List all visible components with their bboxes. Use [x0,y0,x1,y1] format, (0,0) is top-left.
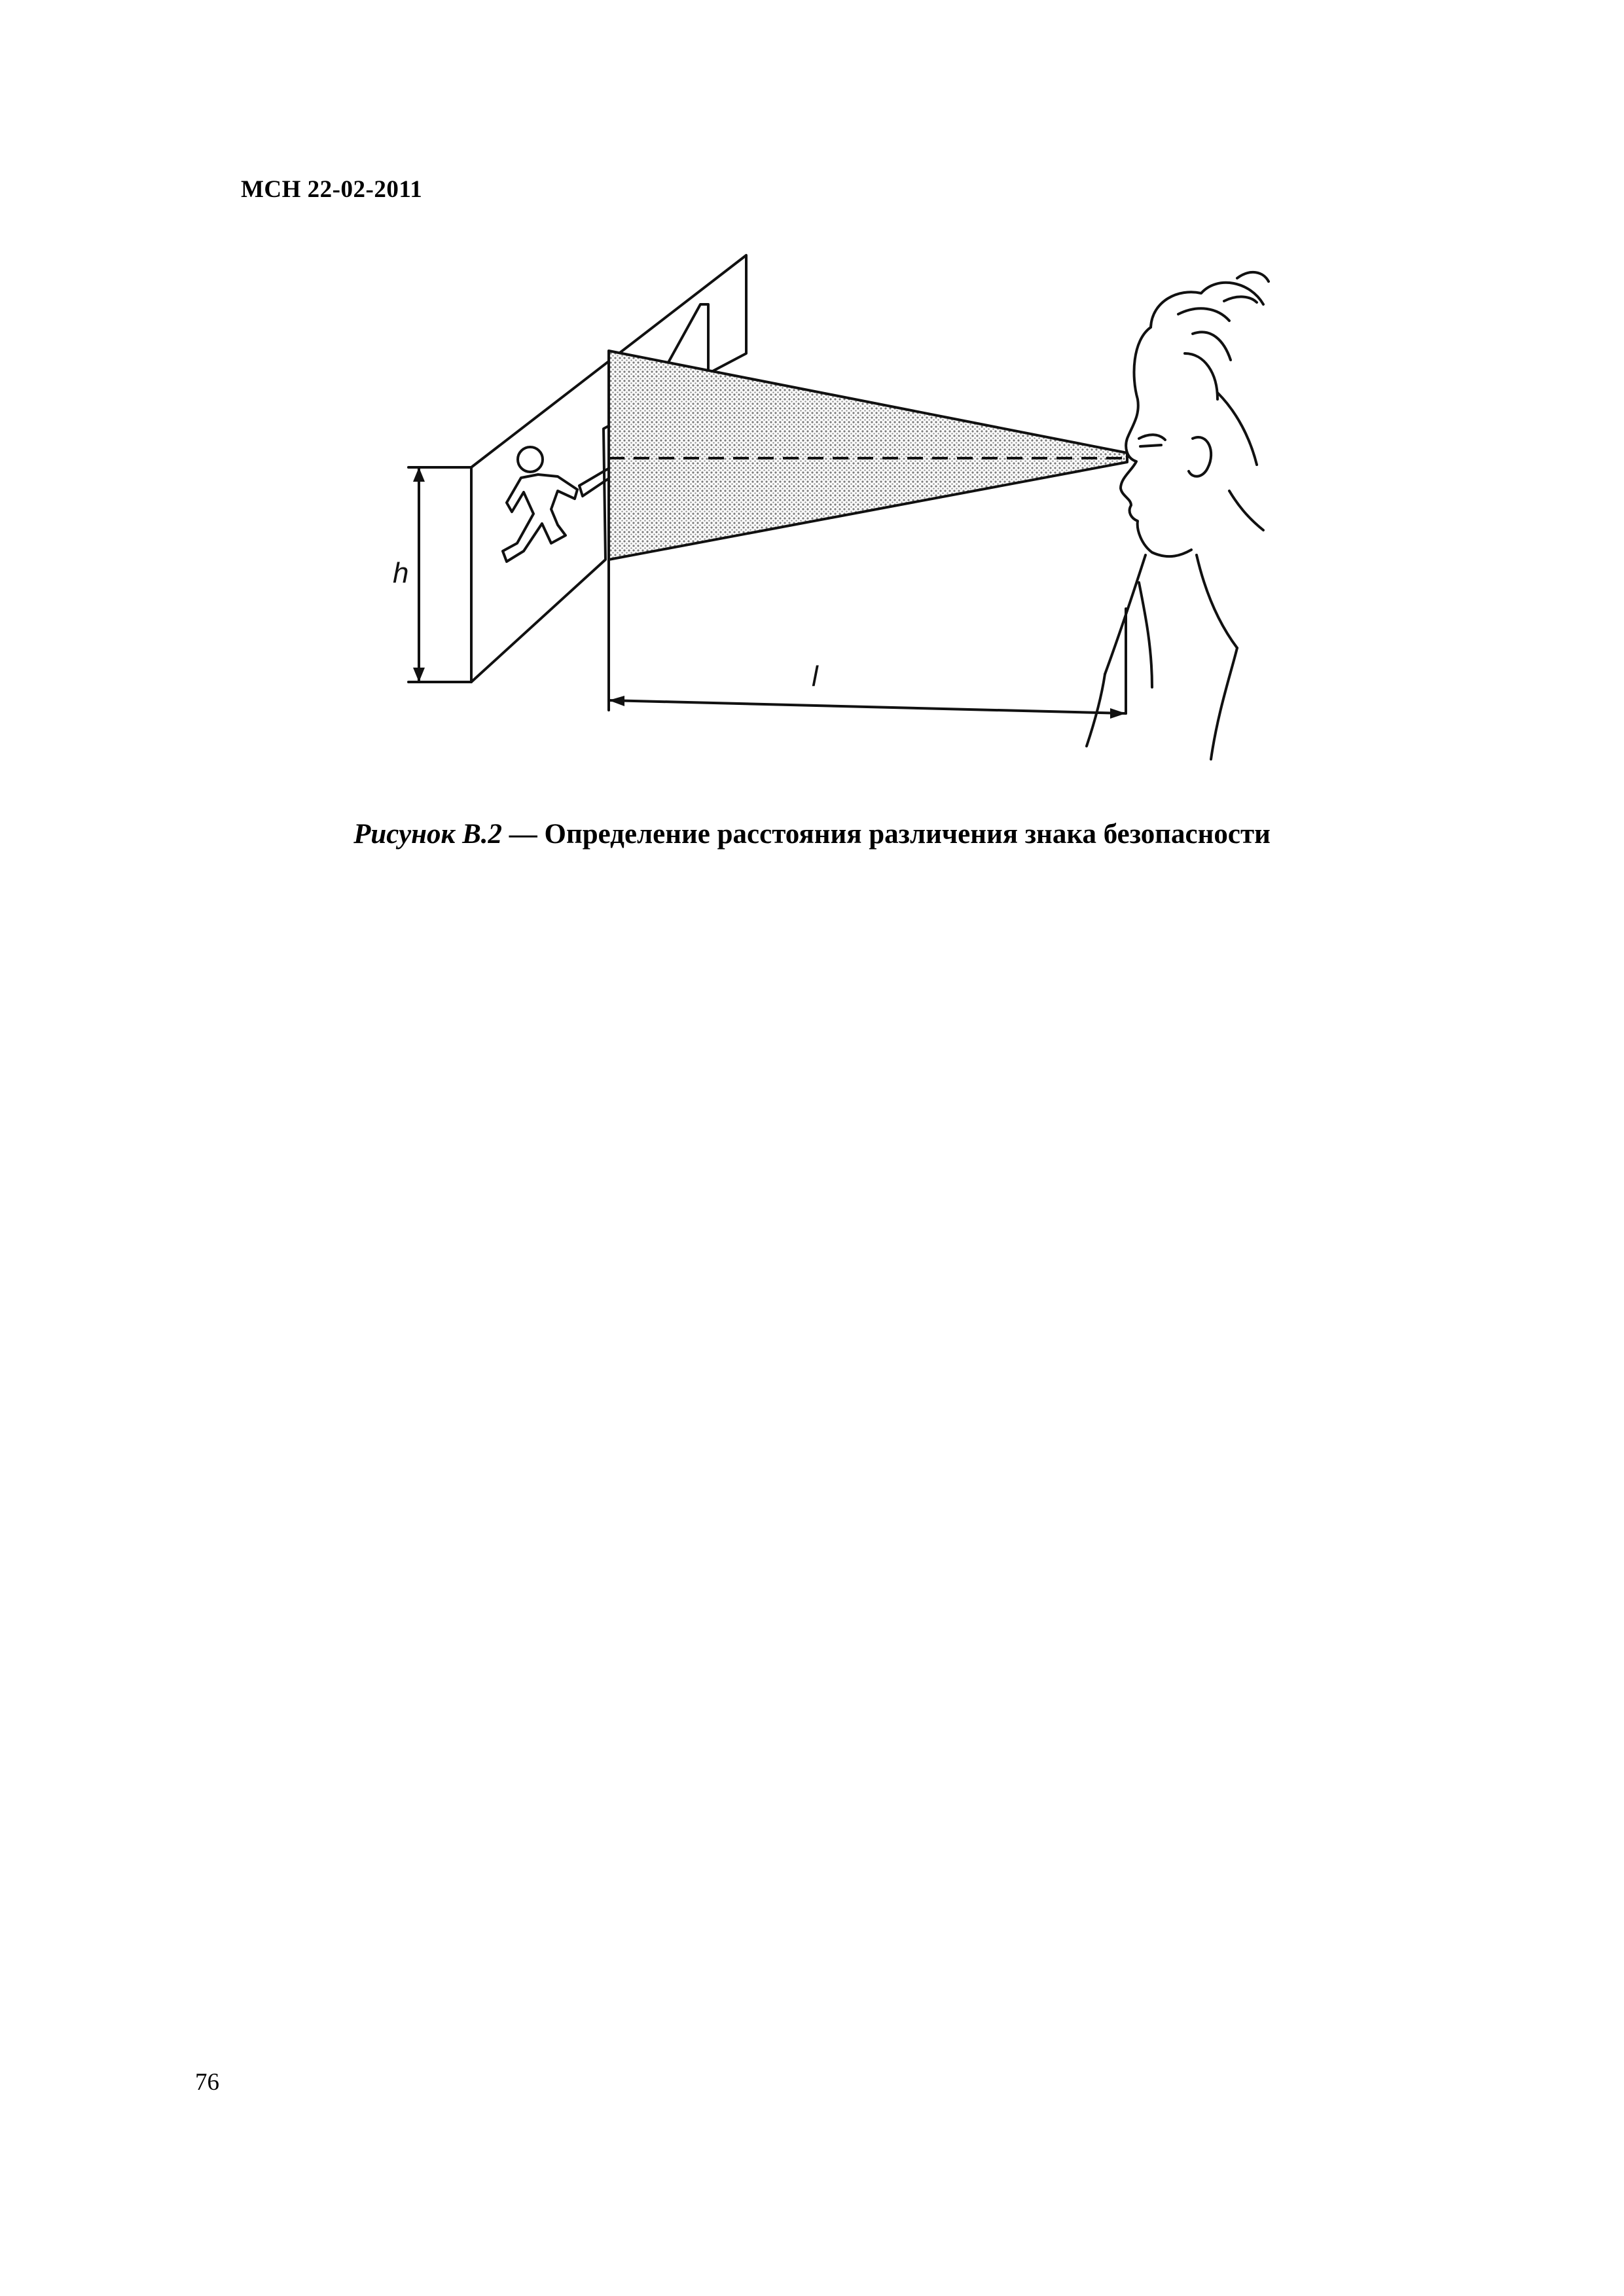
running-man-icon [503,447,577,562]
distance-label: l [812,660,818,692]
visual-cone [609,351,1127,560]
observer-head-icon [1087,272,1269,759]
sign-distance-figure [367,242,1270,766]
caption-separator: — [502,819,545,850]
height-dimension [408,467,471,682]
distance-dimension [609,560,1126,719]
figure-caption [0,818,1624,850]
page-number: 76 [195,2069,219,2096]
document-code: МСН 22-02-2011 [241,176,423,203]
caption-label: Рисунок В.2 [353,819,503,850]
figure-drawing [367,242,1270,766]
caption-text: Определение расстояния различения знака безопасности [544,819,1271,850]
height-label: h [393,557,409,589]
